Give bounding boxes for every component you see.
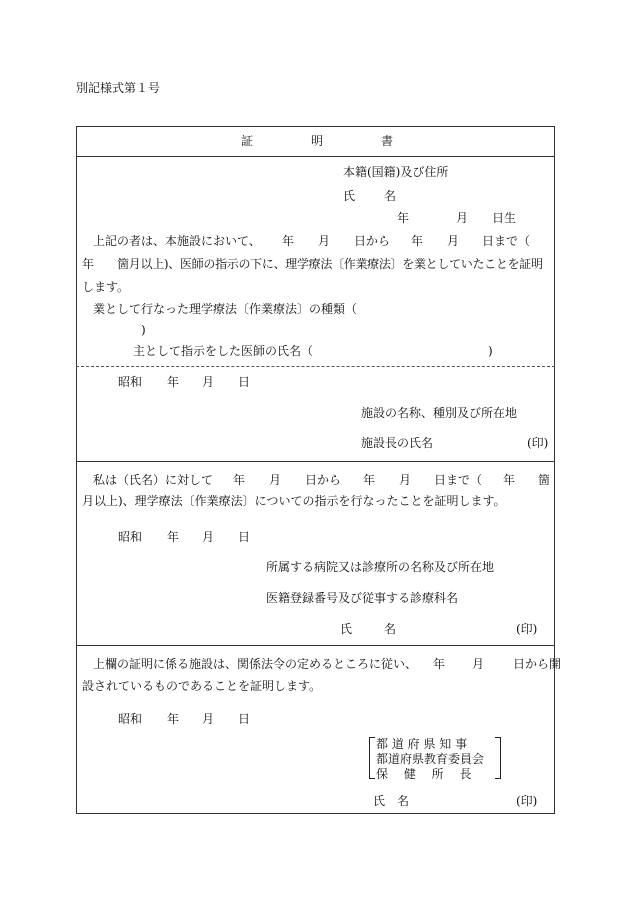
certificate-frame — [76, 126, 555, 814]
body-text: 日から — [305, 473, 342, 487]
authority-option: 都 道 府 県 知 事 — [376, 737, 468, 751]
body-text: 日まで（ — [482, 234, 531, 248]
body-text: 日から開 — [513, 657, 562, 671]
body-text: 日から — [354, 234, 391, 248]
body-text: します。 — [82, 280, 130, 294]
title-char: 明 — [311, 134, 324, 148]
body-text: 月 — [269, 473, 282, 487]
body-text: 年 箇月以上)、医師の指示の下に、理学療法〔作業療法〕を業としていたことを証明 — [82, 257, 543, 271]
date-year: 年 — [167, 712, 180, 726]
therapy-type-label: 業として行なった理学療法〔作業療法〕の種類（ — [93, 302, 358, 316]
name-label: 氏 — [373, 794, 386, 808]
facility-label: 施設の名称、種別及び所在地 — [361, 406, 518, 420]
date-month: 月 — [202, 712, 215, 726]
divider — [76, 156, 555, 157]
era-label: 昭和 — [118, 712, 143, 726]
form-number: 別記様式第１号 — [76, 81, 161, 95]
era-label: 昭和 — [118, 530, 143, 544]
body-text: 設されているものであることを証明します。 — [82, 679, 322, 693]
title-char: 書 — [381, 134, 394, 148]
body-text: 年 — [503, 473, 516, 487]
era-label: 昭和 — [118, 375, 143, 389]
seal-mark: (印) — [516, 794, 538, 808]
body-text: ) — [488, 344, 493, 358]
name-label: 名 — [384, 622, 397, 636]
body-text: 私は（氏名）に対して — [93, 473, 214, 487]
body-text: 月 — [318, 234, 331, 248]
address-label: 本籍(国籍)及び住所 — [343, 165, 449, 179]
body-text: 箇 — [538, 473, 551, 487]
body-text: 月以上)、理学療法〔作業療法〕についての指示を行なったことを証明します。 — [82, 494, 506, 508]
date-year: 年 — [167, 375, 180, 389]
body-text: 月 — [399, 473, 412, 487]
facility-head-label: 施設長の氏名 — [361, 436, 434, 450]
body-text: 日まで（ — [434, 473, 483, 487]
body-text: 年 — [433, 657, 446, 671]
authority-option: 都道府県教育委員会 — [376, 752, 485, 766]
divider — [76, 645, 555, 646]
birth-year: 年 — [397, 211, 410, 225]
divider — [76, 461, 555, 462]
name-label: 名 — [384, 189, 397, 203]
name-label: 氏 — [340, 622, 353, 636]
body-text: 年 — [233, 473, 246, 487]
dashed-divider — [76, 366, 555, 367]
date-year: 年 — [167, 530, 180, 544]
date-day: 日 — [238, 375, 251, 389]
hospital-label: 所属する病院又は診療所の名称及び所在地 — [266, 560, 495, 574]
body-text: 年 — [363, 473, 376, 487]
date-month: 月 — [202, 375, 215, 389]
date-day: 日 — [238, 530, 251, 544]
body-text: 月 — [447, 234, 460, 248]
registry-label: 医籍登録番号及び従事する診療科名 — [266, 591, 459, 605]
name-label: 名 — [397, 794, 410, 808]
body-text: 月 — [472, 657, 485, 671]
body-text: ) — [141, 323, 146, 337]
title-char: 証 — [241, 134, 254, 148]
doctor-name-label: 主として指示をした医師の氏名（ — [133, 344, 314, 358]
seal-mark: (印) — [516, 622, 538, 636]
authority-option: 保 健 所 長 — [376, 767, 472, 781]
body-text: 年 — [411, 234, 424, 248]
birth-month: 月 — [456, 211, 469, 225]
date-month: 月 — [202, 530, 215, 544]
seal-mark: (印) — [527, 436, 549, 450]
date-day: 日 — [238, 712, 251, 726]
body-text: 年 — [282, 234, 295, 248]
name-label: 氏 — [343, 189, 356, 203]
body-text: 上記の者は、本施設において、 — [93, 234, 261, 248]
birth-day: 日生 — [492, 211, 517, 225]
body-text: 上欄の証明に係る施設は、関係法令の定めるところに従い、 — [93, 657, 418, 671]
